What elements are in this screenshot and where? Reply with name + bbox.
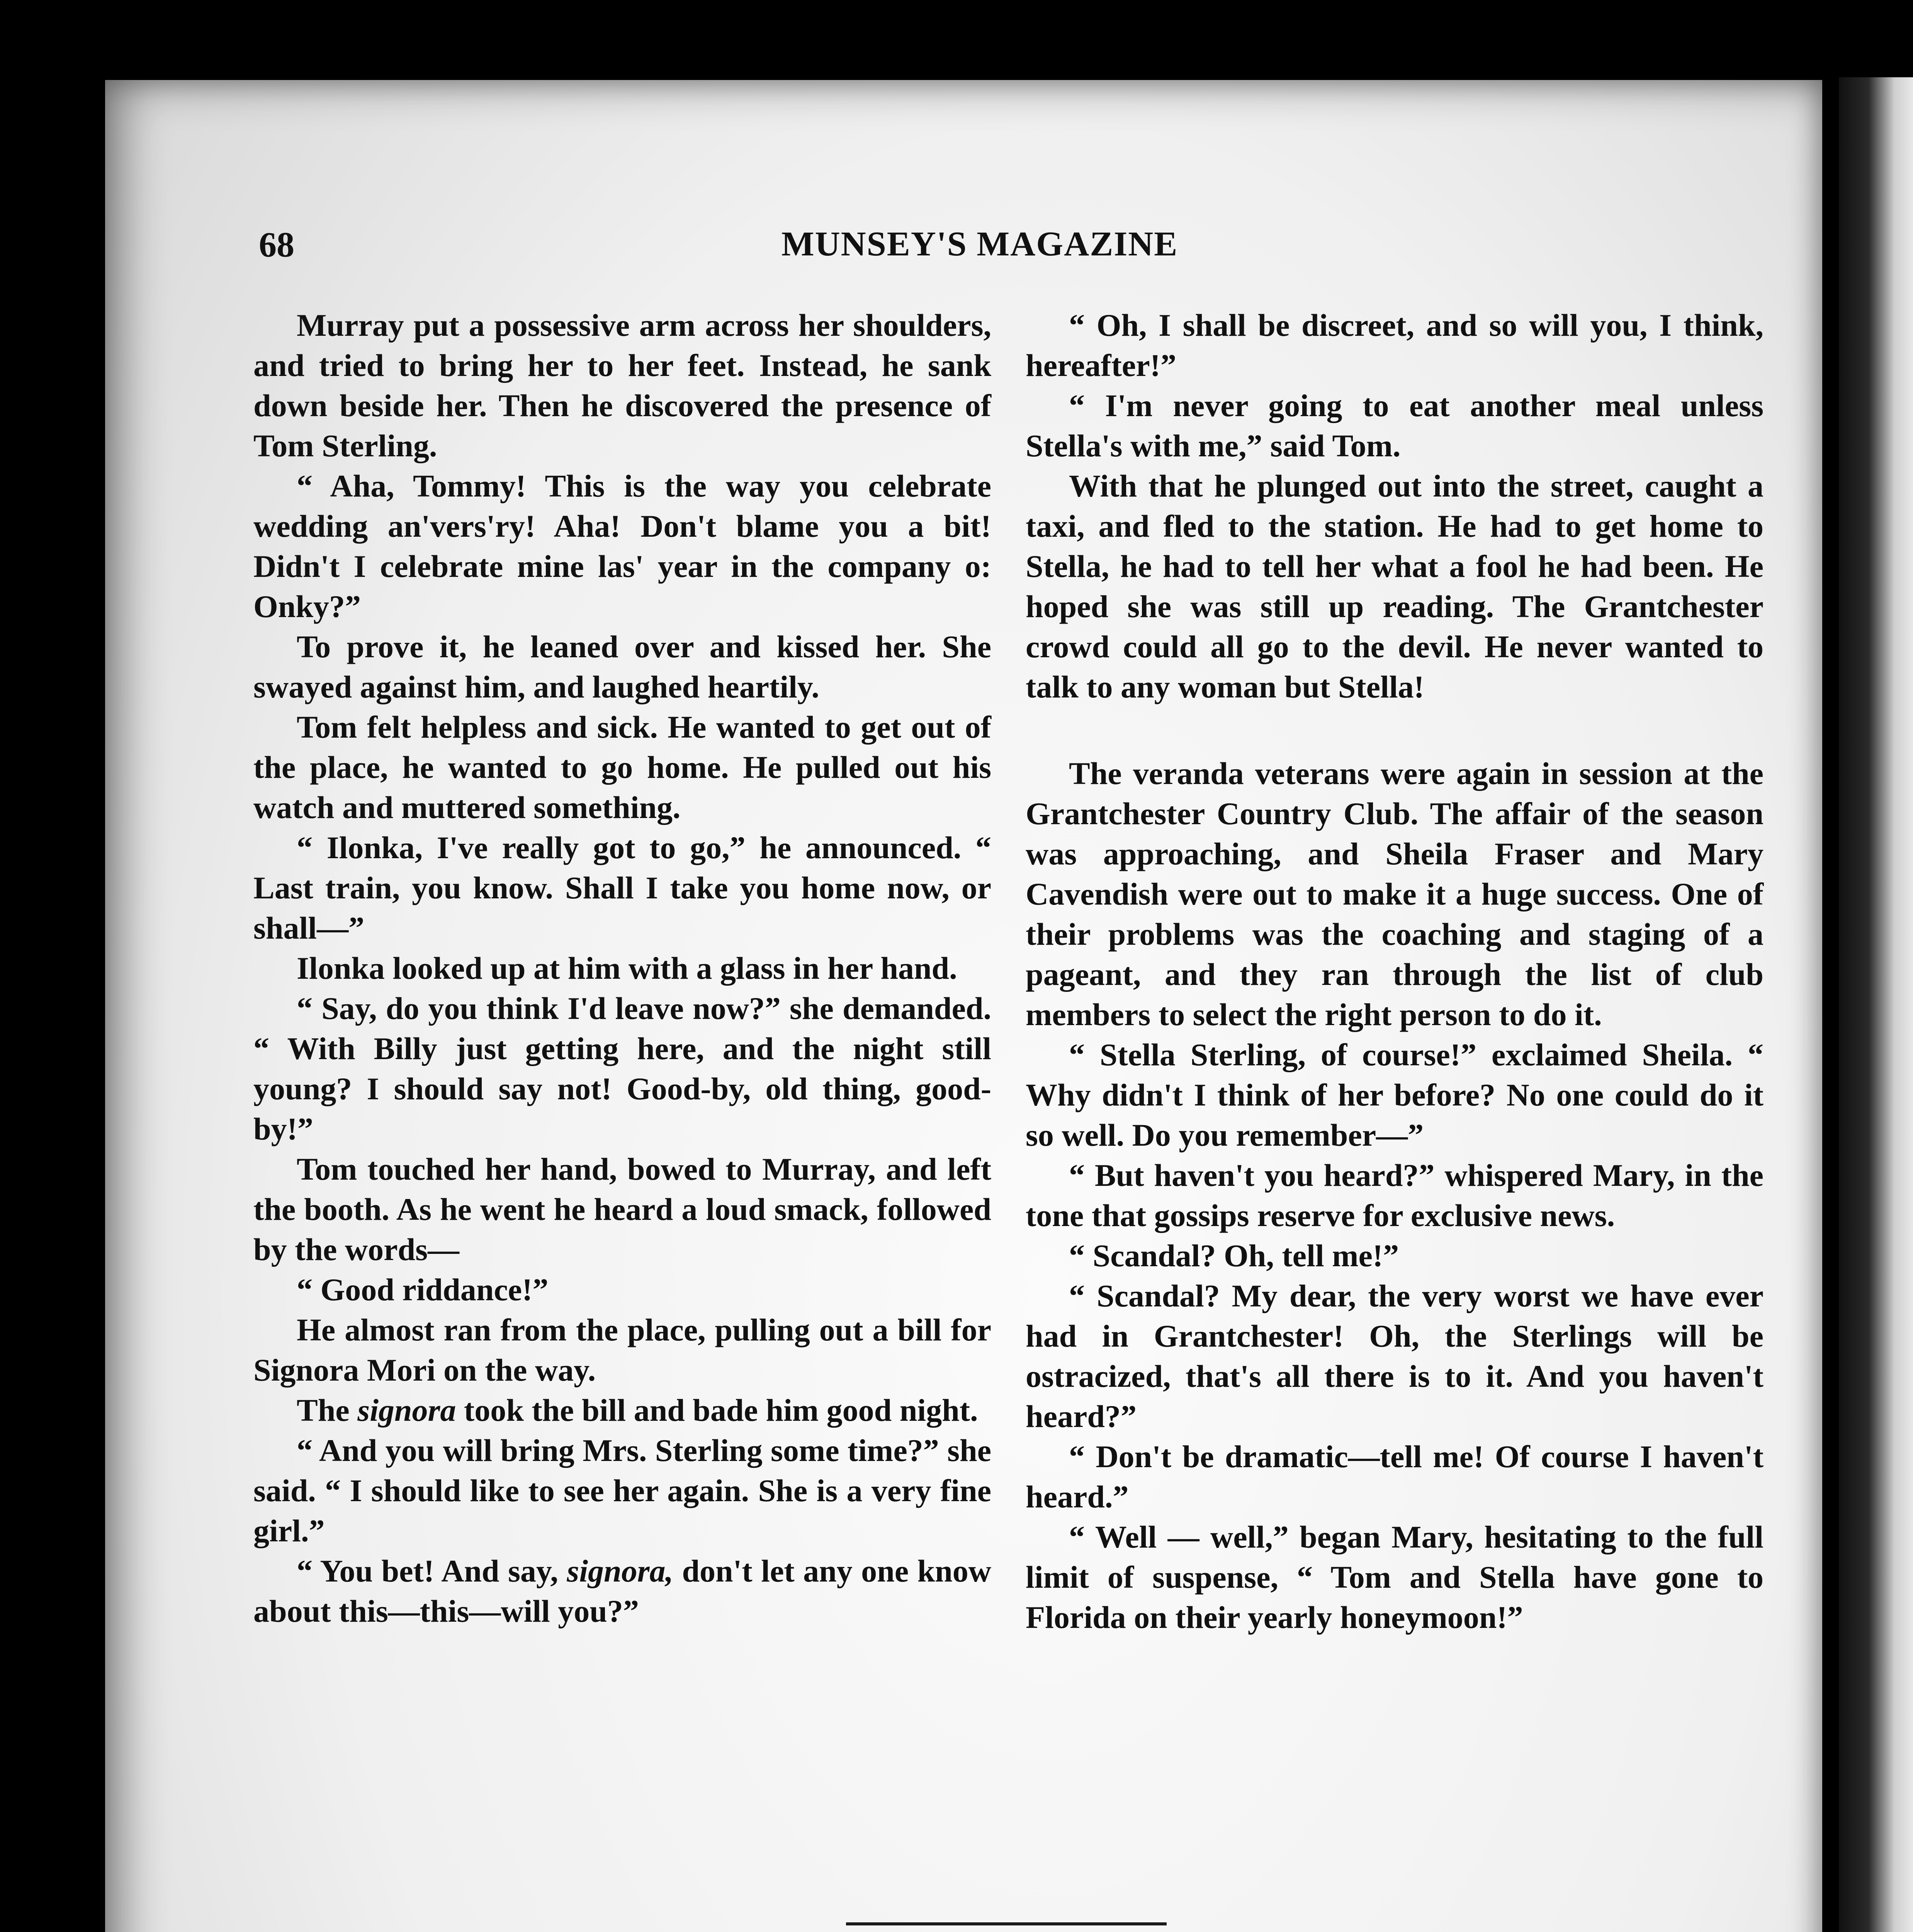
paragraph: “ Aha, Tommy! This is the way you celebrate wedding an'vers'ry! Aha! Don't blame you a bit! Didn't I celebrate mine las' year in the company o: Onky?” (253, 468, 991, 624)
paragraph: “ Don't be dramatic—tell me! Of course I haven't heard.” (1026, 1439, 1763, 1514)
running-head: MUNSEY'S MAGAZINE (781, 225, 1178, 263)
paragraph: Tom touched her hand, bowed to Murray, and left the booth. As he went he heard a loud smack, followed by the words— (253, 1151, 991, 1267)
paragraph: “ Oh, I shall be discreet, and so will you, I think, hereafter!” (1026, 308, 1763, 383)
paragraph: “ But haven't you heard?” whispered Mary, in the tone that gossips reserve for exclusive news. (1026, 1158, 1763, 1233)
text-run: The (297, 1393, 350, 1428)
book-binding-edge (1839, 77, 1913, 1932)
section-divider (846, 1922, 1167, 1925)
paragraph: To prove it, he leaned over and kissed her. She swayed against him, and laughed heartily. (253, 629, 991, 704)
text-run: took the bill and bade him good night. (464, 1393, 978, 1428)
paragraph: He almost ran from the place, pulling out a bill for Signora Mori on the way. (253, 1312, 991, 1388)
paragraph: “ Scandal? Oh, tell me!” (1069, 1238, 1399, 1273)
paragraph: “ Good riddance!” (297, 1272, 549, 1307)
paragraph: “ I'm never going to eat another meal unless Stella's with me,” said Tom. (1026, 388, 1763, 463)
paragraph (253, 1551, 991, 1631)
italic-word: signora (357, 1393, 456, 1428)
page-number: 68 (259, 225, 294, 264)
paragraph: Ilonka looked up at him with a glass in her hand. (297, 951, 957, 986)
paragraph: “ Ilonka, I've really got to go,” he announced. “ Last train, you know. Shall I take you home now, or shall—” (253, 830, 991, 946)
paragraph: “ Say, do you think I'd leave now?” she demanded. “ With Billy just getting here, and the night still young? I should say not! Good-by, old thing, good-by!” (253, 991, 991, 1146)
text-run: “ You bet! And say, (297, 1553, 558, 1588)
paragraph: The veranda veterans were again in session at the Grantchester Country Club. The affair of the season was approaching, and Sheila Fraser and Mary Cavendish were out to make it a huge success. One of their problems was the coaching and staging of a pageant, and they ran through the list of club members to select the right person to do it. (1026, 756, 1763, 1032)
text-run: don't let any one know about this—this—will you?” (253, 1553, 991, 1629)
paragraph: “ Scandal? My dear, the very worst we have ever had in Grantchester! Oh, the Sterlings will be ostracized, that's all there is to it. And you haven't heard?” (1026, 1278, 1763, 1434)
paragraph: “ Well — well,” began Mary, hesitating to the full limit of suspense, “ Tom and Stella have gone to Florida on their yearly honeymoon!” (1026, 1519, 1763, 1635)
paragraph: Tom felt helpless and sick. He wanted to get out of the place, he wanted to go home. He pulled out his watch and muttered something. (253, 709, 991, 825)
paragraph: With that he plunged out into the street, caught a taxi, and fled to the station. He had to get home to Stella, he had to tell her what a fool he had been. He hoped she was still up reading. The Grantchester crowd could all go to the devil. He never wanted to talk to any woman but Stella! (1026, 468, 1763, 704)
paragraph: “ Stella Sterling, of course!” exclaimed Sheila. “ Why didn't I think of her before? No one could do it so well. Do you remember—” (1026, 1037, 1763, 1153)
italic-word: signora, (567, 1553, 673, 1588)
paragraph (253, 1390, 991, 1430)
page-header (0, 224, 1913, 263)
left-column (253, 305, 991, 1631)
right-column (1026, 305, 1763, 1638)
paragraph: “ And you will bring Mrs. Sterling some time?” she said. “ I should like to see her again. She is a very fine girl.” (253, 1433, 991, 1548)
paragraph: Murray put a possessive arm across her shoulders, and tried to bring her to her feet. Instead, he sank down beside her. Then he discovered the presence of Tom Sterling. (253, 308, 991, 463)
